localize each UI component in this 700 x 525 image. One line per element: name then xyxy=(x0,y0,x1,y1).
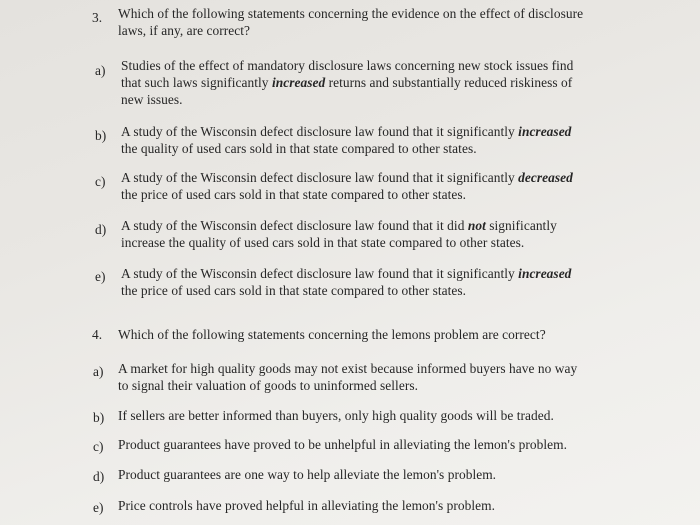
option-letter: a) xyxy=(93,364,104,379)
option-letter: b) xyxy=(93,410,105,425)
option-letter: b) xyxy=(95,128,107,143)
option-line: new issues. xyxy=(121,92,183,107)
question-number: 4. xyxy=(92,327,103,342)
option-line: the quality of used cars sold in that state compared to other states. xyxy=(121,141,477,156)
option-letter: e) xyxy=(93,500,104,515)
option-letter: c) xyxy=(93,439,104,454)
option-line: A study of the Wisconsin defect disclosure law found that it did not significantly xyxy=(121,218,557,233)
option-line: Product guarantees have proved to be unhelpful in alleviating the lemon's problem. xyxy=(118,437,568,452)
option-letter: d) xyxy=(95,222,107,237)
option-line: If sellers are better informed than buyers, only high quality goods will be traded. xyxy=(118,408,554,423)
question-stem-line: Which of the following statements concerning the evidence on the effect of disclosure xyxy=(118,6,584,21)
option-line: A study of the Wisconsin defect disclosure law found that it significantly increased xyxy=(121,266,572,281)
question-stem-line: laws, if any, are correct? xyxy=(118,23,251,38)
option-letter: d) xyxy=(93,469,105,484)
option-letter: a) xyxy=(95,63,106,78)
option-line: the price of used cars sold in that state compared to other states. xyxy=(121,187,467,202)
option-line: A market for high quality goods may not exist because informed buyers have no way xyxy=(118,361,578,376)
option-line: to signal their valuation of goods to uninformed sellers. xyxy=(118,378,418,393)
option-line: that such laws significantly increased returns and substantially reduced riskiness of xyxy=(121,75,573,90)
option-line: Product guarantees are one way to help alleviate the lemon's problem. xyxy=(118,467,497,482)
option-line: A study of the Wisconsin defect disclosure law found that it significantly increased xyxy=(121,124,572,139)
option-line: Price controls have proved helpful in alleviating the lemon's problem. xyxy=(118,498,496,513)
option-line: increase the quality of used cars sold in that state compared to other states. xyxy=(121,235,525,250)
option-letter: e) xyxy=(95,269,106,284)
option-line: Studies of the effect of mandatory disclosure laws concerning new stock issues find xyxy=(121,58,574,73)
question-number: 3. xyxy=(92,10,103,25)
question-stem-line: Which of the following statements concerning the lemons problem are correct? xyxy=(118,327,546,342)
option-line: A study of the Wisconsin defect disclosure law found that it significantly decreased xyxy=(121,170,573,185)
option-line: the price of used cars sold in that state compared to other states. xyxy=(121,283,467,298)
option-letter: c) xyxy=(95,174,106,189)
